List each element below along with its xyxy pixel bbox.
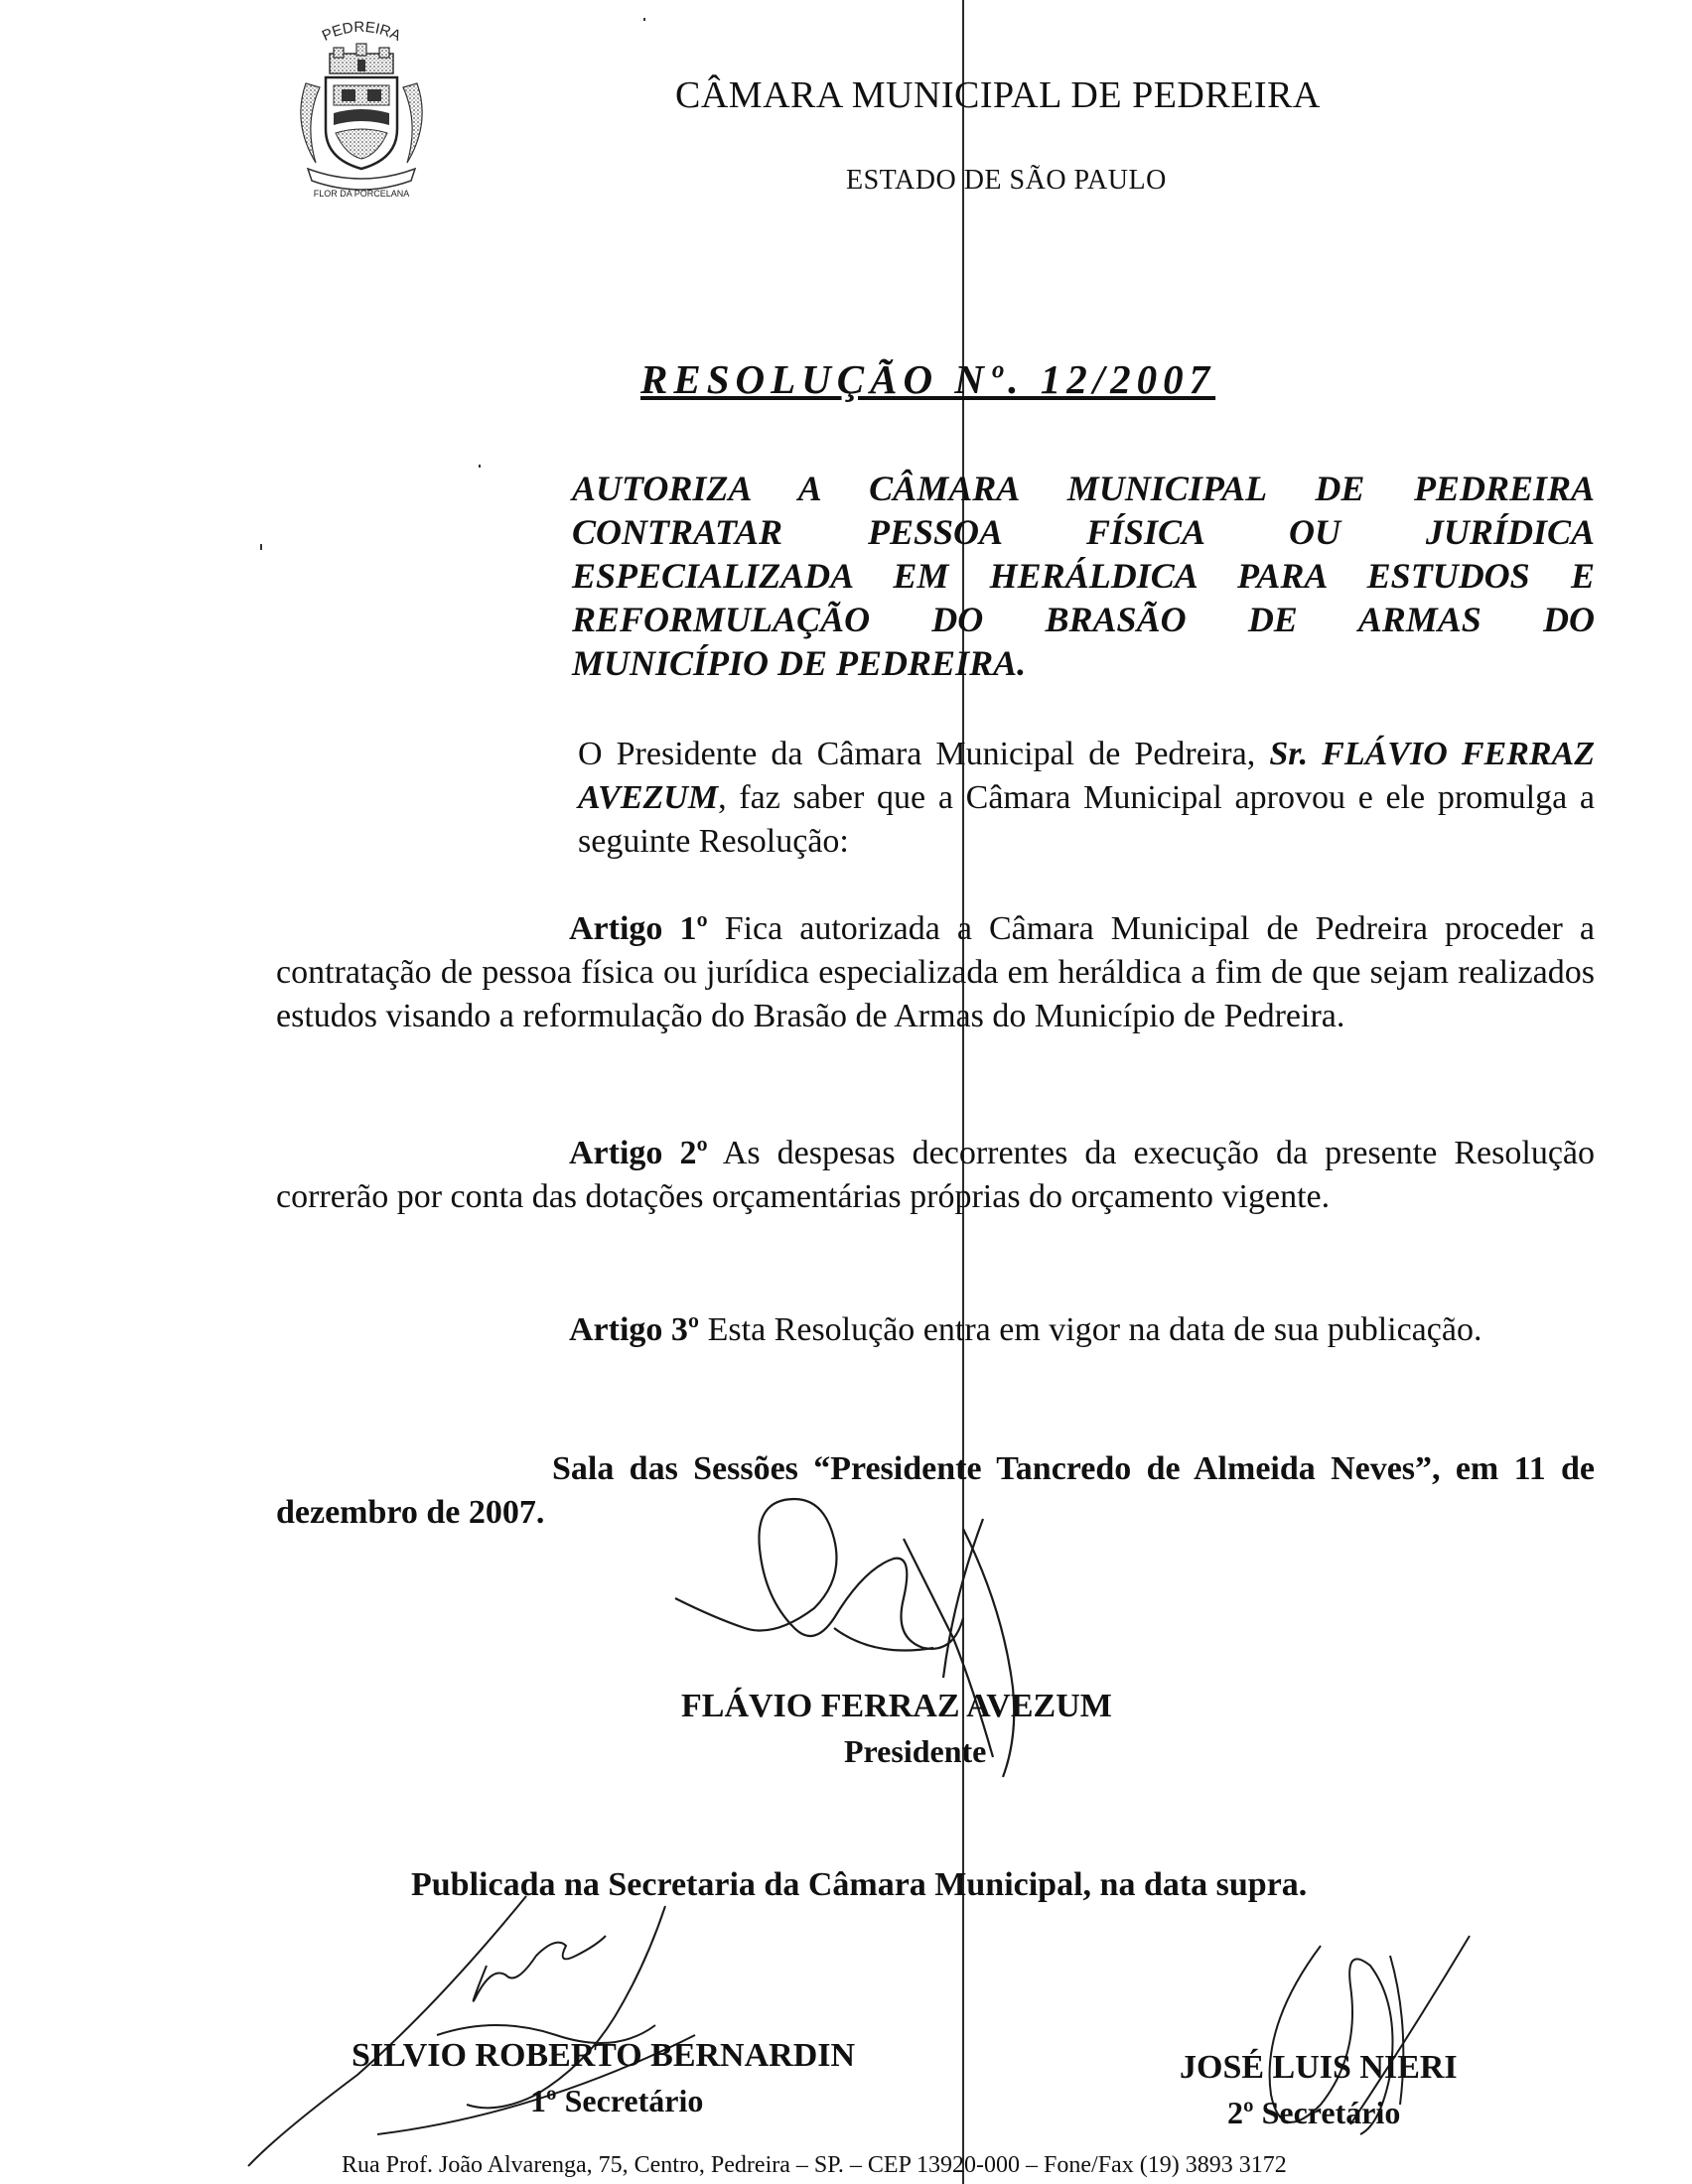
article-text: Esta Resolução entra em vigor na data de sua publicação. (707, 1311, 1482, 1348)
president-name-inline: Sr. FLÁVIO FERRAZ AVEZUM (578, 736, 1596, 816)
article-label: Artigo 3º (569, 1311, 700, 1348)
first-secretary-role: 1º Secretário (530, 2083, 704, 2118)
article-text: Fica autorizada a Câmara Municipal de Pedreira proceder a contratação de pessoa física ou jurídica especializada em heráldica a fim de que sejam realizados estudos visando a reformulação do Brasão de Armas do Município de Pedreira. (276, 910, 1595, 1034)
president-handwritten-signature (675, 1479, 1092, 1777)
scan-speck (643, 18, 645, 21)
scan-speck (479, 465, 481, 468)
first-secretary-name: SILVIO ROBERTO BERNARDIN (352, 2037, 856, 2074)
publication-note: Publicada na Secretaria da Câmara Municipal, na data supra. (411, 1866, 1308, 1903)
second-secretary-role: 2º Secretário (1227, 2095, 1401, 2130)
scan-speck (260, 544, 262, 550)
president-role: Presidente (844, 1733, 987, 1769)
emblem-bottom-text: FLOR DA PORCELANA (313, 189, 410, 199)
municipal-coat-of-arms-emblem (286, 14, 437, 212)
emblem-top-text: PEDREIRA (319, 18, 404, 45)
first-secretary-handwritten-signature (238, 1886, 735, 2164)
state-name: ESTADO DE SÃO PAULO (846, 165, 1167, 196)
article-label: Artigo 1º (569, 910, 708, 947)
article-label: Artigo 2º (569, 1135, 708, 1171)
promulgation-paragraph (578, 733, 1595, 864)
article-1 (276, 907, 1595, 1038)
summary-line: MUNICÍPIO DE PEDREIRA. (572, 643, 1027, 683)
president-name: FLÁVIO FERRAZ AVEZUM (681, 1688, 1112, 1724)
resolution-summary (572, 467, 1595, 685)
second-secretary-name: JOSÉ LUIS NIERI (1180, 2049, 1458, 2086)
intro-text-after: , faz saber que a Câmara Municipal aprovou e ele promulga a seguinte Resolução: (578, 779, 1595, 860)
article-text: As despesas decorrentes da execução da presente Resolução correrão por conta das dotações orçamentárias próprias do orçamento vigente. (276, 1135, 1595, 1215)
resolution-title: RESOLUÇÃO Nº. 12/2007 (640, 356, 1216, 402)
article-2 (276, 1132, 1595, 1219)
summary-line: AUTORIZA A CÂMARA MUNICIPAL DE PEDREIRA (572, 469, 1595, 508)
summary-line: REFORMULAÇÃO DO BRASÃO DE ARMAS DO (572, 600, 1595, 639)
footer-address: Rua Prof. João Alvarenga, 75, Centro, Pedreira – SP. – CEP 13920-000 – Fone/Fax (19) 3893 3172 (342, 2152, 1287, 2178)
summary-line: CONTRATAR PESSOA FÍSICA OU JURÍDICA (572, 512, 1595, 552)
scan-artifact-line (962, 0, 964, 2184)
organization-name: CÂMARA MUNICIPAL DE PEDREIRA (675, 74, 1321, 116)
article-3 (276, 1308, 1595, 1352)
summary-line: ESPECIALIZADA EM HERÁLDICA PARA ESTUDOS E (572, 556, 1595, 596)
session-room-date: Sala das Sessões “Presidente Tancredo de Almeida Neves”, em 11 de dezembro de 2007. (276, 1450, 1595, 1531)
intro-text-before: O Presidente da Câmara Municipal de Pedreira, (578, 736, 1256, 772)
